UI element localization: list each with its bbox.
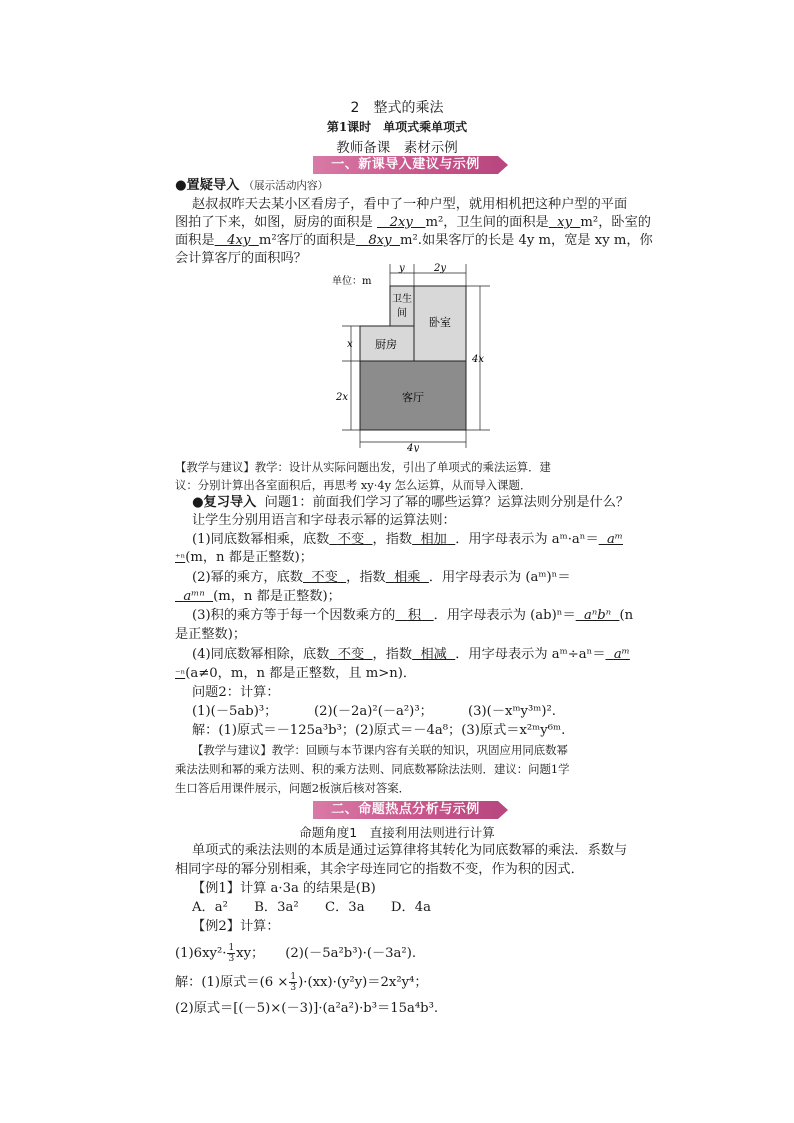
review-q1	[192, 494, 629, 512]
intro-line	[175, 177, 328, 195]
rule-1	[192, 531, 623, 549]
section-banner-2	[313, 801, 508, 819]
rule-2-d: (m，n 都是正整数)；	[213, 589, 341, 604]
unit-label: 单位：m	[332, 276, 372, 287]
dim-left-2x: 2x	[336, 392, 349, 403]
intro-note: （展示活动内容）	[243, 180, 329, 192]
rule-2-fill-3: aᵐⁿ	[183, 589, 205, 604]
review-solution: 解：(1)原式＝－125a³b³；(2)原式＝－4a⁸；(3)原式＝x²ᵐy⁶ᵐ.	[192, 723, 566, 738]
para-1: 赵叔叔昨天去某小区看房子，看中了一种户型，就用相机把这种户型的平面	[192, 197, 628, 212]
section2-para-1: 单项式的乘法法则的本质是通过运算律将其转化为同底数幂的乘法．系数与	[192, 843, 628, 858]
review-q2-1: (1)(－5ab)³；	[192, 704, 278, 719]
para-2-b: m²，卫生间的面积是	[425, 215, 549, 230]
rule-2-a: (2)幂的乘方，底数	[192, 570, 303, 585]
para-2	[175, 214, 651, 232]
sol-1-a: 解：(1)原式＝	[175, 975, 260, 990]
dim-left-x: x	[347, 339, 353, 350]
intro-label: ●置疑导入	[175, 178, 240, 193]
rule-3-c: (n	[619, 608, 634, 623]
section2-para-2: 相同字母的幂分别相乘，其余字母连同它的指数不变，作为积的因式．	[175, 862, 584, 877]
review-q2-3: (3)(－xᵐy³ᵐ)².	[468, 704, 556, 719]
bathroom-room	[390, 286, 414, 326]
dim-top-y: y	[399, 263, 405, 274]
review-q2: 问题2：计算：	[192, 685, 280, 700]
bedroom-label: 卧室	[429, 316, 451, 329]
rule-1-c: ．用字母表示为 aᵐ·aⁿ＝	[455, 532, 599, 547]
example-2-solution-2: (2)原式＝[(－5)×(－3)]·(a²a²)·b³＝15a⁴b³.	[175, 1001, 439, 1016]
dim-top-2y: 2y	[434, 263, 447, 274]
note1-line1: 【教学与建议】教学：设计从实际问题出发，引出了单项式的乘法运算．建	[175, 460, 551, 474]
rule-3-cont: 是正整数)；	[175, 627, 247, 642]
review-q1-text: 问题1：前面我们学习了幂的哪些运算？运算法则分别是什么？	[264, 495, 630, 510]
section-banner-1	[313, 156, 508, 174]
lesson-title: 第1课时 单项式乘单项式	[326, 120, 468, 134]
rule-4-b: ，指数	[372, 647, 413, 662]
para-3-c: m².如果客厅的长是 4y m，宽是 xy m，你	[399, 233, 653, 248]
kitchen-area-fill: 2xy	[389, 215, 413, 230]
rule-2-fill-1: 不变	[311, 570, 338, 585]
rule-3-fill-2: aⁿbⁿ	[584, 608, 612, 623]
para-3-b: m²客厅的面积是	[258, 233, 356, 248]
rule-1-fill-1: 不变	[337, 532, 365, 547]
dim-bottom-4y: 4y	[407, 443, 420, 452]
rule-4-cont	[175, 665, 416, 683]
floor-plan-diagram	[330, 262, 500, 452]
rule-4-fill-3: aᵐ	[613, 647, 630, 662]
review-label: ●复习导入	[192, 495, 257, 510]
angle-title: 命题角度1 直接利用法则进行计算	[299, 825, 495, 840]
para-2-a: 图拍了下来，如图，厨房的面积是	[175, 215, 373, 230]
section-banner-2-text: 二、命题热点分析与示例	[331, 802, 480, 817]
example-2-items	[175, 943, 416, 964]
review-q2-2: (2)(－2a)²(－a²)³；	[314, 704, 433, 719]
bed-area-fill: 4xy	[227, 233, 251, 248]
rule-3	[192, 607, 633, 625]
example-2-2: (2)(－5a²b³)·(－3a²).	[285, 946, 417, 961]
rule-2-cont	[175, 588, 341, 606]
sol-1-b: (6 ×	[259, 975, 289, 990]
rule-2-c: ．用字母表示为 (aᵐ)ⁿ＝	[428, 570, 571, 585]
example-2-solution-1	[175, 972, 428, 993]
fraction-one-third: $\frac{1}{3}$	[228, 943, 235, 964]
para-3	[175, 232, 653, 250]
sol-1-c: )·(xx)·(y²y)＝2x²y⁴；	[298, 975, 428, 990]
rule-2-b: ，指数	[346, 570, 386, 585]
note1-line2: 议：分别计算出各室面积后，再思考 xy·4y 怎么运算，从而导入课题．	[175, 478, 532, 492]
rule-1-b: ，指数	[372, 532, 413, 547]
rule-1-a: (1)同底数幂相乘，底数	[192, 532, 330, 547]
rule-1-fill-3: aᵐ	[607, 532, 623, 547]
example-1: 【例1】计算 a·3a 的结果是(B)	[192, 881, 376, 896]
para-3-a: 面积是	[175, 233, 215, 248]
rule-1-fill-3b: ⁺ⁿ	[175, 552, 186, 564]
living-label: 客厅	[402, 391, 424, 404]
rule-2-fill-2: 相乘	[394, 570, 421, 585]
rule-4-fill-2: 相减	[420, 647, 447, 662]
rule-4-fill-1: 不变	[337, 647, 365, 662]
bath-area-fill: xy	[557, 215, 573, 230]
review-q1b: 让学生分别用语言和字母表示幂的运算法则：	[192, 513, 456, 528]
rule-1-cont	[175, 549, 313, 567]
example-1-options: A．a² B．3a² C．3a D．4a	[192, 900, 431, 915]
kitchen-label: 厨房	[375, 338, 397, 351]
page-subtitle: 教师备课 素材示例	[336, 140, 458, 156]
rule-4-fill-3b: ⁻ⁿ	[175, 668, 186, 680]
para-4: 会计算客厅的面积吗？	[175, 251, 307, 266]
rule-3-b: ．用字母表示为 (ab)ⁿ＝	[433, 608, 576, 623]
example-2-1b: xy；	[236, 946, 265, 961]
note2-line2: 乘法法则和幂的乘方法则、积的乘方法则、同底数幂除法法则．建议：问题1学	[175, 762, 570, 776]
section-banner-1-text: 一、新课导入建议与示例	[331, 157, 480, 172]
rule-4-a: (4)同底数幂相除，底数	[192, 647, 330, 662]
dim-right-4x: 4x	[472, 354, 485, 365]
fraction-one-third-2: $\frac{1}{3}$	[290, 972, 297, 993]
example-2: 【例2】计算：	[192, 919, 280, 934]
rule-1-e: (m，n 都是正整数)；	[185, 550, 313, 565]
rule-4-e: (a≠0，m，n 都是正整数，且 m>n)．	[185, 666, 417, 681]
chapter-title: 2 整式的乘法	[350, 100, 444, 116]
rule-3-a: (3)积的乘方等于每一个因数乘方的	[192, 608, 396, 623]
bathroom-label-2: 间	[397, 308, 407, 319]
note2-line1: 【教学与建议】教学：回顾与本节课内容有关联的知识，巩固应用同底数幂	[192, 743, 568, 757]
example-2-1: (1)6xy²·	[175, 946, 227, 961]
rule-2	[192, 569, 571, 587]
rule-4	[192, 646, 630, 664]
living-area-fill: 8xy	[368, 233, 392, 248]
para-2-c: m²，卧室的	[580, 215, 651, 230]
bathroom-label-1: 卫生	[392, 294, 412, 305]
rule-4-c: ．用字母表示为 aᵐ÷aⁿ＝	[455, 647, 606, 662]
note2-line3: 生口答后用课件展示，问题2板演后核对答案．	[175, 781, 411, 795]
rule-3-fill-1: 积	[407, 608, 422, 623]
rule-1-fill-2: 相加	[420, 532, 447, 547]
